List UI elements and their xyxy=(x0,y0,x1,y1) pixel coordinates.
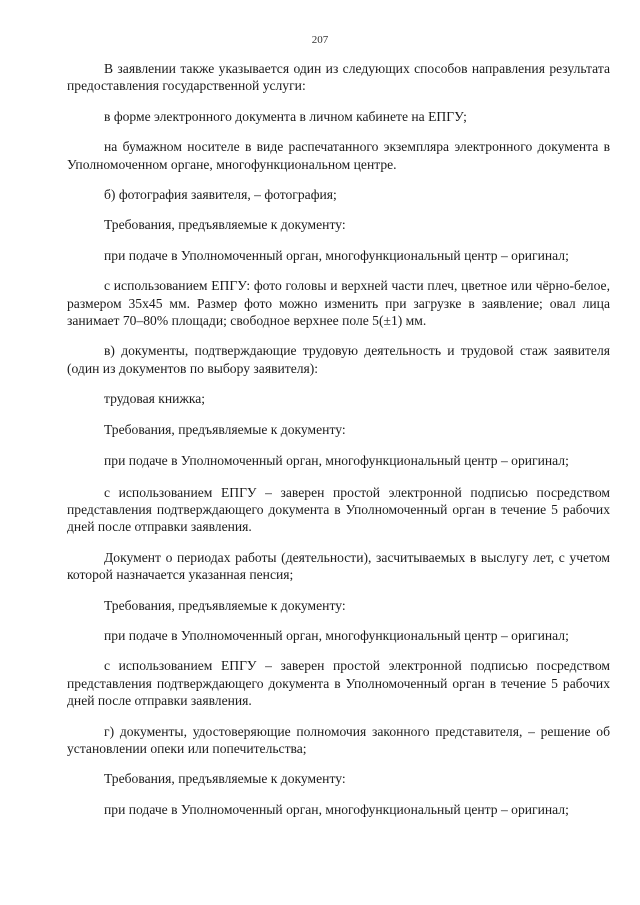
paragraph-employment-docs: в) документы, подтверждающие трудовую деятельность и трудовой стаж заявителя (один из документов по выбору заявителя): xyxy=(67,343,610,376)
paragraph-requirements-heading: Требования, предъявляемые к документу: xyxy=(104,771,346,787)
paragraph-epgu-signature: с использованием ЕПГУ – заверен простой электронной подписью посредством представления подтверждающего документа в Уполномоченный орган в течение 5 рабочих дней после отправки заявления. xyxy=(67,658,610,709)
paragraph-requirements-heading: Требования, предъявляемые к документу: xyxy=(104,421,346,437)
paragraph-photo-heading: б) фотография заявителя, – фотография; xyxy=(104,187,337,203)
paragraph-photo-epgu: с использованием ЕПГУ: фото головы и верхней части плеч, цветное или чёрно-белое, размером 35x45 мм. Размер фото можно изменить при загрузке в заявление; овал лица занимает 70–80% площади; свободное верхнее поле 5(±1) мм. xyxy=(67,278,610,329)
paragraph-epgu-signature: с использованием ЕПГУ – заверен простой электронной подписью посредством представления подтверждающего документа в Уполномоченный орган в течение 5 рабочих дней после отправки заявления. xyxy=(67,484,610,535)
document-body xyxy=(67,60,610,818)
paragraph-result-methods: В заявлении также указывается один из следующих способов направления результата предоставления государственной услуги: xyxy=(67,61,610,94)
paragraph-requirements-heading: Требования, предъявляемые к документу: xyxy=(104,597,346,613)
paragraph-original-office: при подаче в Уполномоченный орган, многофункциональный центр – оригинал; xyxy=(104,453,569,469)
paragraph-requirements-heading: Требования, предъявляемые к документу: xyxy=(104,217,346,233)
paragraph-original-office: при подаче в Уполномоченный орган, многофункциональный центр – оригинал; xyxy=(104,627,569,643)
paragraph-original-office: при подаче в Уполномоченный орган, многофункциональный центр – оригинал; xyxy=(104,801,569,817)
paragraph-electronic-form: в форме электронного документа в личном кабинете на ЕПГУ; xyxy=(104,108,467,124)
paragraph-representative-docs: г) документы, удостоверяющие полномочия законного представителя, – решение об установлении опеки или попечительства; xyxy=(67,723,610,756)
paragraph-service-periods: Документ о периодах работы (деятельности), засчитываемых в выслугу лет, с учетом которой назначается указанная пенсия; xyxy=(67,549,610,583)
paragraph-work-book: трудовая книжка; xyxy=(104,391,206,407)
page-number: 207 xyxy=(311,34,329,46)
paragraph-paper-form: на бумажном носителе в виде распечатанного экземпляра электронного документа в Уполномоченном органе, многофункциональном центре. xyxy=(67,139,610,172)
paragraph-original-office: при подаче в Уполномоченный орган, многофункциональный центр – оригинал; xyxy=(104,247,569,263)
